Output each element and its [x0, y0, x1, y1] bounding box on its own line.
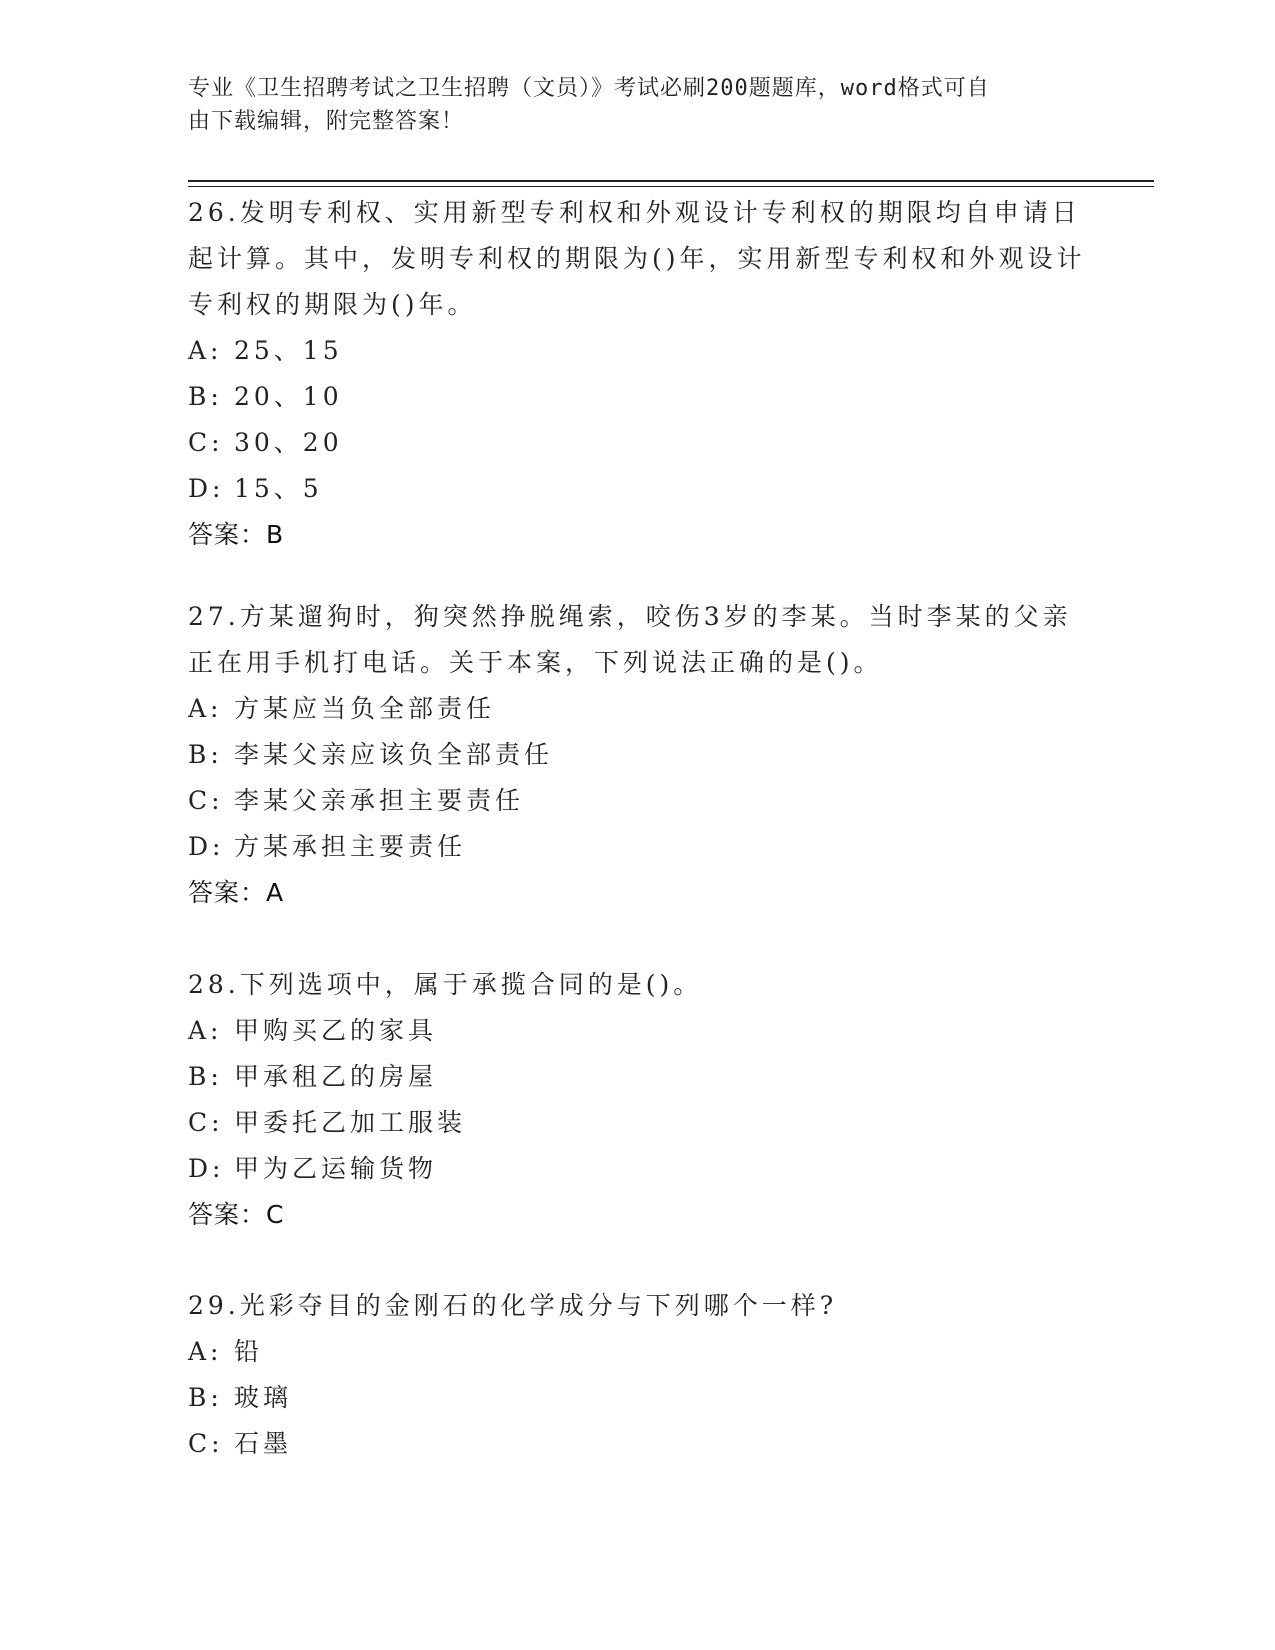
- option-b: [188, 1375, 1088, 1421]
- option-letter: D:: [188, 1154, 225, 1183]
- option-d: [188, 466, 1088, 512]
- option-letter: A:: [188, 1337, 223, 1366]
- answer-line: 答案：B: [188, 520, 285, 549]
- option-letter: B:: [188, 1383, 223, 1412]
- option-text: 30、20: [234, 428, 343, 457]
- option-b: [188, 374, 1088, 420]
- answer-line: 答案：C: [188, 1200, 285, 1229]
- option-letter: C:: [188, 1108, 224, 1137]
- question-stem: 27.方某遛狗时，狗突然挣脱绳索，咬伤3岁的李某。当时李某的父亲正在用手机打电话。关于本案，下列说法正确的是()。: [188, 602, 1072, 677]
- option-letter: D:: [188, 474, 225, 503]
- question-stem: 28.下列选项中，属于承揽合同的是()。: [188, 970, 703, 999]
- option-text: 李某父亲应该负全部责任: [234, 740, 554, 769]
- option-text: 玻璃: [234, 1383, 293, 1412]
- header-line-1: 专业《卫生招聘考试之卫生招聘（文员）》考试必刷200题题库，word格式可自: [188, 76, 990, 101]
- header-divider-thick: [188, 180, 1154, 182]
- option-letter: A:: [188, 336, 223, 365]
- answer-line: 答案：A: [188, 878, 285, 907]
- header-divider-thin: [188, 186, 1154, 187]
- option-letter: C:: [188, 1429, 224, 1458]
- option-text: 甲为乙运输货物: [234, 1154, 438, 1183]
- option-d: [188, 1146, 1088, 1192]
- option-letter: C:: [188, 786, 224, 815]
- option-d: [188, 824, 1088, 870]
- option-text: 方某承担主要责任: [234, 832, 467, 861]
- option-text: 20、10: [234, 382, 343, 411]
- option-text: 铅: [234, 1337, 264, 1366]
- option-letter: A:: [188, 1016, 223, 1045]
- option-text: 石墨: [234, 1429, 293, 1458]
- question-28: [188, 962, 1088, 1238]
- option-text: 方某应当负全部责任: [234, 694, 496, 723]
- option-c: [188, 778, 1088, 824]
- option-letter: B:: [188, 1062, 223, 1091]
- option-text: 25、15: [234, 336, 343, 365]
- option-a: [188, 1008, 1088, 1054]
- option-a: [188, 1329, 1088, 1375]
- option-text: 15、5: [234, 474, 323, 503]
- option-letter: D:: [188, 832, 225, 861]
- option-text: 李某父亲承担主要责任: [234, 786, 525, 815]
- document-header: [188, 72, 1068, 138]
- option-letter: B:: [188, 740, 223, 769]
- option-c: [188, 1421, 1088, 1467]
- option-c: [188, 1100, 1088, 1146]
- question-29: [188, 1283, 1088, 1467]
- option-text: 甲购买乙的家具: [234, 1016, 438, 1045]
- question-26: [188, 190, 1088, 558]
- option-text: 甲承租乙的房屋: [234, 1062, 438, 1091]
- question-stem: 29.光彩夺目的金刚石的化学成分与下列哪个一样?: [188, 1291, 838, 1320]
- option-letter: A:: [188, 694, 223, 723]
- header-line-2: 由下载编辑，附完整答案！: [188, 109, 465, 134]
- option-letter: C:: [188, 428, 224, 457]
- option-text: 甲委托乙加工服装: [234, 1108, 467, 1137]
- option-a: [188, 686, 1088, 732]
- option-letter: B:: [188, 382, 223, 411]
- option-c: [188, 420, 1088, 466]
- option-b: [188, 732, 1088, 778]
- question-stem: 26.发明专利权、实用新型专利权和外观设计专利权的期限均自申请日起计算。其中，发明专利权的期限为()年，实用新型专利权和外观设计专利权的期限为()年。: [188, 198, 1086, 319]
- question-27: [188, 594, 1088, 916]
- option-a: [188, 328, 1088, 374]
- option-b: [188, 1054, 1088, 1100]
